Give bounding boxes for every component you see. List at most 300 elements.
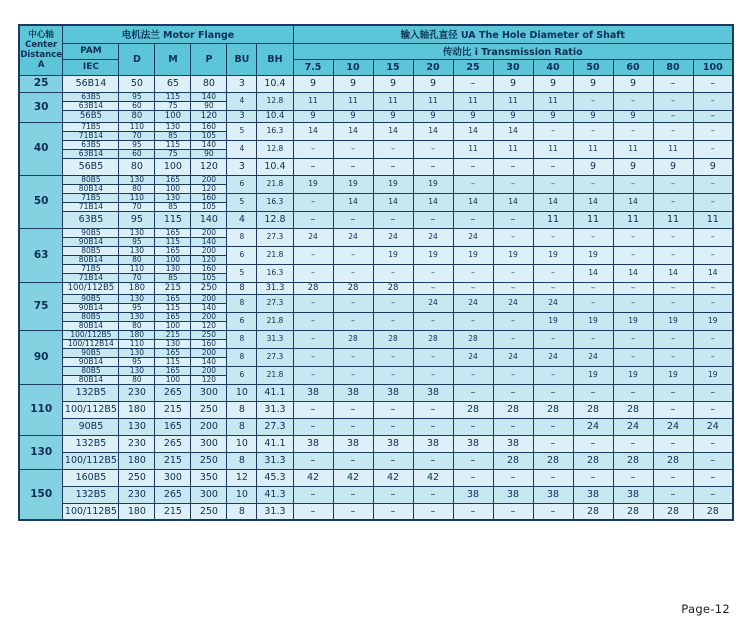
- ratio-cell: –: [293, 246, 333, 264]
- ratio-cell: 14: [333, 193, 373, 211]
- ratio-cell: –: [573, 435, 613, 452]
- dim-p-cell: 120: [191, 255, 227, 264]
- ratio-cell: –: [293, 452, 333, 469]
- ratio-cell: –: [533, 366, 573, 384]
- ratio-cell: 38: [493, 486, 533, 503]
- ratio-cell: 9: [533, 75, 573, 92]
- bu-cell: 5: [227, 193, 257, 211]
- ratio-cell: 28: [693, 503, 733, 520]
- ratio-cell: –: [293, 158, 333, 175]
- ratio-cell: –: [653, 246, 693, 264]
- ratio-cell: 19: [333, 175, 373, 193]
- ratio-cell: 9: [293, 110, 333, 122]
- ratio-col-header: 60: [613, 59, 653, 75]
- ratio-cell: 24: [453, 294, 493, 312]
- dim-col-header-bh: BH: [257, 43, 293, 75]
- ratio-cell: –: [333, 452, 373, 469]
- ratio-cell: –: [613, 122, 653, 140]
- dim-d-cell: 80: [119, 184, 155, 193]
- ratio-cell: –: [293, 264, 333, 282]
- bh-cell: 45.3: [257, 469, 293, 486]
- dim-m-cell: 100: [155, 110, 191, 122]
- ratio-cell: 19: [533, 246, 573, 264]
- pam-cell: 100/112B5: [63, 282, 119, 294]
- ratio-cell: –: [373, 211, 413, 228]
- dim-d-cell: 80: [119, 110, 155, 122]
- ratio-cell: –: [413, 140, 453, 158]
- ratio-cell: –: [653, 294, 693, 312]
- dim-m-cell: 115: [155, 237, 191, 246]
- dim-m-cell: 165: [155, 312, 191, 321]
- ratio-cell: 24: [533, 348, 573, 366]
- bu-cell: 8: [227, 294, 257, 312]
- dim-p-cell: 300: [191, 486, 227, 503]
- pam-cell: 132B5: [63, 486, 119, 503]
- dim-d-cell: 70: [119, 131, 155, 140]
- center-distance-cell: 40: [19, 122, 63, 175]
- dim-p-cell: 120: [191, 321, 227, 330]
- ratio-col-header: 25: [453, 59, 493, 75]
- ratio-cell: –: [653, 282, 693, 294]
- dim-m-cell: 165: [155, 228, 191, 237]
- ratio-cell: –: [413, 348, 453, 366]
- ratio-cell: 19: [653, 366, 693, 384]
- ratio-col-header: 50: [573, 59, 613, 75]
- pam-cell: 56B14: [63, 75, 119, 92]
- pam-cell: 90B14: [63, 237, 119, 246]
- gearbox-spec-table: [18, 24, 734, 521]
- ratio-cell: 11: [653, 211, 693, 228]
- dim-d-cell: 180: [119, 503, 155, 520]
- dim-m-cell: 130: [155, 122, 191, 131]
- ratio-cell: 9: [293, 75, 333, 92]
- dim-d-cell: 95: [119, 92, 155, 101]
- pam-cell: 63B14: [63, 101, 119, 110]
- ratio-cell: 24: [653, 418, 693, 435]
- ratio-col-header: 40: [533, 59, 573, 75]
- spec-row: [19, 384, 733, 401]
- dim-m-cell: 165: [155, 294, 191, 303]
- ratio-cell: –: [693, 110, 733, 122]
- ratio-cell: 19: [613, 312, 653, 330]
- ratio-cell: 11: [373, 92, 413, 110]
- ratio-cell: –: [413, 503, 453, 520]
- ratio-cell: 9: [573, 75, 613, 92]
- dim-p-cell: 250: [191, 282, 227, 294]
- ratio-cell: –: [373, 264, 413, 282]
- ratio-cell: 14: [293, 122, 333, 140]
- dim-d-cell: 95: [119, 140, 155, 149]
- ratio-cell: –: [293, 486, 333, 503]
- dim-p-cell: 120: [191, 110, 227, 122]
- ratio-cell: –: [693, 384, 733, 401]
- ratio-cell: 19: [693, 366, 733, 384]
- ratio-cell: –: [333, 246, 373, 264]
- ratio-cell: –: [333, 264, 373, 282]
- ratio-cell: –: [293, 330, 333, 348]
- dim-d-cell: 70: [119, 273, 155, 282]
- ratio-cell: –: [453, 452, 493, 469]
- bh-cell: 16.3: [257, 193, 293, 211]
- ratio-cell: 9: [613, 75, 653, 92]
- dim-m-cell: 75: [155, 149, 191, 158]
- ratio-cell: 24: [453, 348, 493, 366]
- center-distance-cell: 75: [19, 282, 63, 330]
- ratio-cell: 11: [533, 92, 573, 110]
- spec-row: [19, 469, 733, 486]
- bu-cell: 8: [227, 348, 257, 366]
- ratio-cell: 9: [693, 158, 733, 175]
- dim-d-cell: 130: [119, 228, 155, 237]
- pam-cell: 90B14: [63, 357, 119, 366]
- dim-m-cell: 265: [155, 384, 191, 401]
- center-distance-cell: 30: [19, 92, 63, 122]
- ratio-cell: –: [493, 264, 533, 282]
- dim-p-cell: 105: [191, 202, 227, 211]
- ratio-cell: 28: [413, 330, 453, 348]
- ratio-cell: 11: [293, 92, 333, 110]
- bu-cell: 10: [227, 486, 257, 503]
- center-distance-cell: 25: [19, 75, 63, 92]
- dim-d-cell: 130: [119, 175, 155, 184]
- ratio-cell: 19: [573, 246, 613, 264]
- pam-cell: 90B14: [63, 303, 119, 312]
- iec-header: IEC: [63, 59, 119, 75]
- ratio-cell: 11: [573, 140, 613, 158]
- ratio-cell: –: [573, 175, 613, 193]
- ratio-cell: 19: [493, 246, 533, 264]
- center-distance-header-line: Distance: [20, 50, 63, 61]
- ratio-cell: –: [333, 348, 373, 366]
- ratio-cell: –: [653, 92, 693, 110]
- bh-cell: 10.4: [257, 158, 293, 175]
- ratio-cell: 14: [453, 193, 493, 211]
- pam-cell: 132B5: [63, 384, 119, 401]
- ratio-cell: 19: [373, 246, 413, 264]
- dim-d-cell: 80: [119, 375, 155, 384]
- dim-p-cell: 140: [191, 92, 227, 101]
- spec-row: [19, 228, 733, 237]
- ratio-cell: 14: [693, 264, 733, 282]
- ratio-cell: 28: [573, 452, 613, 469]
- ratio-cell: –: [453, 75, 493, 92]
- dim-p-cell: 105: [191, 273, 227, 282]
- ratio-cell: –: [333, 158, 373, 175]
- pam-cell: 71B5: [63, 193, 119, 202]
- spec-row: [19, 435, 733, 452]
- center-distance-header-line: A: [37, 60, 45, 71]
- ratio-cell: –: [413, 312, 453, 330]
- bh-cell: 31.3: [257, 401, 293, 418]
- ratio-cell: 24: [413, 294, 453, 312]
- ratio-cell: 9: [333, 75, 373, 92]
- dim-m-cell: 115: [155, 211, 191, 228]
- bu-cell: 8: [227, 282, 257, 294]
- table-header: [19, 25, 733, 75]
- ratio-cell: –: [293, 366, 333, 384]
- dim-d-cell: 180: [119, 330, 155, 339]
- dim-m-cell: 215: [155, 282, 191, 294]
- dim-m-cell: 100: [155, 375, 191, 384]
- ratio-cell: –: [653, 486, 693, 503]
- ratio-cell: –: [693, 246, 733, 264]
- dim-m-cell: 165: [155, 348, 191, 357]
- ratio-cell: –: [293, 312, 333, 330]
- dim-p-cell: 160: [191, 264, 227, 273]
- dim-d-cell: 130: [119, 246, 155, 255]
- ratio-cell: –: [333, 294, 373, 312]
- ratio-cell: –: [693, 175, 733, 193]
- dim-p-cell: 250: [191, 452, 227, 469]
- dim-d-cell: 95: [119, 303, 155, 312]
- dim-m-cell: 130: [155, 264, 191, 273]
- dim-d-cell: 110: [119, 264, 155, 273]
- spec-row: [19, 246, 733, 255]
- ratio-cell: –: [453, 158, 493, 175]
- ratio-cell: –: [693, 92, 733, 110]
- header-row-2: [19, 43, 733, 59]
- bu-cell: 10: [227, 384, 257, 401]
- dim-m-cell: 65: [155, 75, 191, 92]
- dim-m-cell: 100: [155, 184, 191, 193]
- dim-d-cell: 50: [119, 75, 155, 92]
- ratio-col-header: 10: [333, 59, 373, 75]
- dim-d-cell: 70: [119, 202, 155, 211]
- ratio-cell: –: [453, 211, 493, 228]
- ratio-cell: –: [333, 312, 373, 330]
- dim-m-cell: 300: [155, 469, 191, 486]
- center-distance-cell: 90: [19, 330, 63, 384]
- ratio-cell: 19: [533, 312, 573, 330]
- ratio-cell: 11: [453, 140, 493, 158]
- pam-cell: 80B14: [63, 321, 119, 330]
- ratio-cell: 9: [373, 110, 413, 122]
- ratio-cell: –: [333, 503, 373, 520]
- ratio-cell: –: [373, 366, 413, 384]
- pam-cell: 71B14: [63, 131, 119, 140]
- ratio-cell: –: [653, 75, 693, 92]
- ratio-cell: 14: [533, 193, 573, 211]
- ratio-cell: 28: [613, 452, 653, 469]
- ratio-cell: –: [573, 92, 613, 110]
- ratio-cell: –: [653, 228, 693, 246]
- dim-p-cell: 250: [191, 401, 227, 418]
- ratio-cell: –: [573, 330, 613, 348]
- ratio-cell: –: [693, 294, 733, 312]
- pam-cell: 90B5: [63, 294, 119, 303]
- spec-row: [19, 348, 733, 357]
- ratio-cell: –: [493, 503, 533, 520]
- ratio-cell: –: [533, 384, 573, 401]
- ratio-cell: 38: [613, 486, 653, 503]
- ratio-cell: –: [373, 452, 413, 469]
- ratio-cell: –: [413, 401, 453, 418]
- dim-d-cell: 110: [119, 122, 155, 131]
- dim-col-header-bu: BU: [227, 43, 257, 75]
- ratio-cell: –: [693, 401, 733, 418]
- ratio-cell: 9: [573, 158, 613, 175]
- pam-cell: 56B5: [63, 110, 119, 122]
- spec-row: [19, 211, 733, 228]
- spec-row: [19, 193, 733, 202]
- bu-cell: 8: [227, 452, 257, 469]
- bh-cell: 21.8: [257, 246, 293, 264]
- ratio-cell: 38: [333, 435, 373, 452]
- ratio-cell: 38: [333, 384, 373, 401]
- ratio-cell: 24: [573, 418, 613, 435]
- ratio-cell: –: [653, 110, 693, 122]
- ratio-col-header: 80: [653, 59, 693, 75]
- ratio-cell: –: [293, 294, 333, 312]
- bu-cell: 3: [227, 158, 257, 175]
- ratio-cell: –: [453, 418, 493, 435]
- pam-cell: 56B5: [63, 158, 119, 175]
- dim-m-cell: 100: [155, 321, 191, 330]
- pam-cell: 80B5: [63, 312, 119, 321]
- ratio-cell: –: [653, 175, 693, 193]
- dim-col-header-d: D: [119, 43, 155, 75]
- ratio-cell: 19: [613, 366, 653, 384]
- ratio-cell: 11: [613, 211, 653, 228]
- ratio-cell: –: [293, 193, 333, 211]
- ratio-cell: 28: [293, 282, 333, 294]
- bh-cell: 16.3: [257, 264, 293, 282]
- ratio-cell: –: [333, 140, 373, 158]
- ratio-cell: –: [293, 348, 333, 366]
- spec-row: [19, 401, 733, 418]
- ratio-cell: 24: [493, 294, 533, 312]
- ratio-cell: –: [693, 75, 733, 92]
- dim-d-cell: 95: [119, 357, 155, 366]
- dim-m-cell: 265: [155, 486, 191, 503]
- ratio-cell: –: [653, 435, 693, 452]
- ratio-cell: –: [693, 140, 733, 158]
- spec-row: [19, 486, 733, 503]
- ratio-cell: –: [693, 452, 733, 469]
- dim-d-cell: 130: [119, 366, 155, 375]
- ratio-cell: –: [293, 211, 333, 228]
- dim-p-cell: 200: [191, 418, 227, 435]
- ratio-cell: –: [573, 294, 613, 312]
- ratio-cell: 9: [413, 110, 453, 122]
- ratio-cell: 38: [413, 435, 453, 452]
- ratio-cell: 24: [413, 228, 453, 246]
- pam-cell: 100/112B5: [63, 452, 119, 469]
- bh-cell: 10.4: [257, 75, 293, 92]
- ratio-cell: 14: [413, 122, 453, 140]
- table-body: [19, 75, 733, 520]
- ratio-cell: 9: [453, 110, 493, 122]
- pam-cell: 100/112B14: [63, 339, 119, 348]
- bh-cell: 27.3: [257, 294, 293, 312]
- ratio-col-header: 100: [693, 59, 733, 75]
- dim-d-cell: 60: [119, 149, 155, 158]
- bh-cell: 12.8: [257, 211, 293, 228]
- dim-m-cell: 130: [155, 193, 191, 202]
- dim-p-cell: 160: [191, 122, 227, 131]
- ratio-cell: –: [333, 401, 373, 418]
- bh-cell: 31.3: [257, 330, 293, 348]
- pam-cell: 71B14: [63, 202, 119, 211]
- ratio-cell: 28: [373, 330, 413, 348]
- bu-cell: 5: [227, 122, 257, 140]
- ratio-cell: 42: [413, 469, 453, 486]
- ratio-cell: 28: [533, 452, 573, 469]
- dim-m-cell: 115: [155, 303, 191, 312]
- ratio-cell: 38: [453, 486, 493, 503]
- pam-cell: 63B5: [63, 140, 119, 149]
- ratio-cell: –: [613, 348, 653, 366]
- ratio-cell: –: [493, 211, 533, 228]
- dim-m-cell: 115: [155, 357, 191, 366]
- bh-cell: 41.1: [257, 435, 293, 452]
- ratio-cell: –: [533, 503, 573, 520]
- pam-cell: 63B5: [63, 92, 119, 101]
- dim-p-cell: 90: [191, 101, 227, 110]
- pam-cell: 80B5: [63, 175, 119, 184]
- ratio-cell: –: [413, 211, 453, 228]
- ratio-cell: –: [653, 348, 693, 366]
- pam-header: PAM: [63, 43, 119, 59]
- ratio-cell: 28: [453, 401, 493, 418]
- ratio-cell: –: [613, 469, 653, 486]
- motor-flange-header: 电机法兰 Motor Flange: [63, 25, 293, 43]
- bh-cell: 12.8: [257, 92, 293, 110]
- ratio-cell: –: [373, 401, 413, 418]
- bh-cell: 16.3: [257, 122, 293, 140]
- dim-p-cell: 120: [191, 158, 227, 175]
- ratio-cell: 24: [373, 228, 413, 246]
- ratio-cell: –: [613, 384, 653, 401]
- bh-cell: 27.3: [257, 228, 293, 246]
- ratio-cell: –: [453, 175, 493, 193]
- ratio-cell: –: [293, 503, 333, 520]
- ratio-cell: 38: [413, 384, 453, 401]
- spec-row: [19, 158, 733, 175]
- ratio-cell: 38: [293, 384, 333, 401]
- ratio-cell: –: [613, 228, 653, 246]
- dim-d-cell: 110: [119, 339, 155, 348]
- ratio-cell: –: [613, 282, 653, 294]
- ratio-cell: 11: [533, 211, 573, 228]
- dim-m-cell: 85: [155, 202, 191, 211]
- pam-cell: 71B5: [63, 122, 119, 131]
- ratio-cell: –: [613, 294, 653, 312]
- ratio-cell: –: [573, 122, 613, 140]
- ratio-cell: 19: [373, 175, 413, 193]
- dim-m-cell: 265: [155, 435, 191, 452]
- ratio-cell: 24: [693, 418, 733, 435]
- dim-m-cell: 165: [155, 418, 191, 435]
- ratio-cell: –: [453, 503, 493, 520]
- bu-cell: 12: [227, 469, 257, 486]
- dim-p-cell: 90: [191, 149, 227, 158]
- dim-p-cell: 300: [191, 435, 227, 452]
- bu-cell: 3: [227, 110, 257, 122]
- pam-cell: 90B5: [63, 418, 119, 435]
- ratio-cell: –: [613, 435, 653, 452]
- dim-p-cell: 160: [191, 193, 227, 202]
- pam-cell: 100/112B5: [63, 503, 119, 520]
- dim-m-cell: 215: [155, 452, 191, 469]
- ratio-cell: 42: [293, 469, 333, 486]
- ratio-cell: –: [413, 418, 453, 435]
- bh-cell: 21.8: [257, 366, 293, 384]
- ratio-cell: 11: [573, 211, 613, 228]
- center-distance-header: [19, 25, 63, 75]
- ratio-cell: 9: [373, 75, 413, 92]
- ratio-cell: 11: [333, 92, 373, 110]
